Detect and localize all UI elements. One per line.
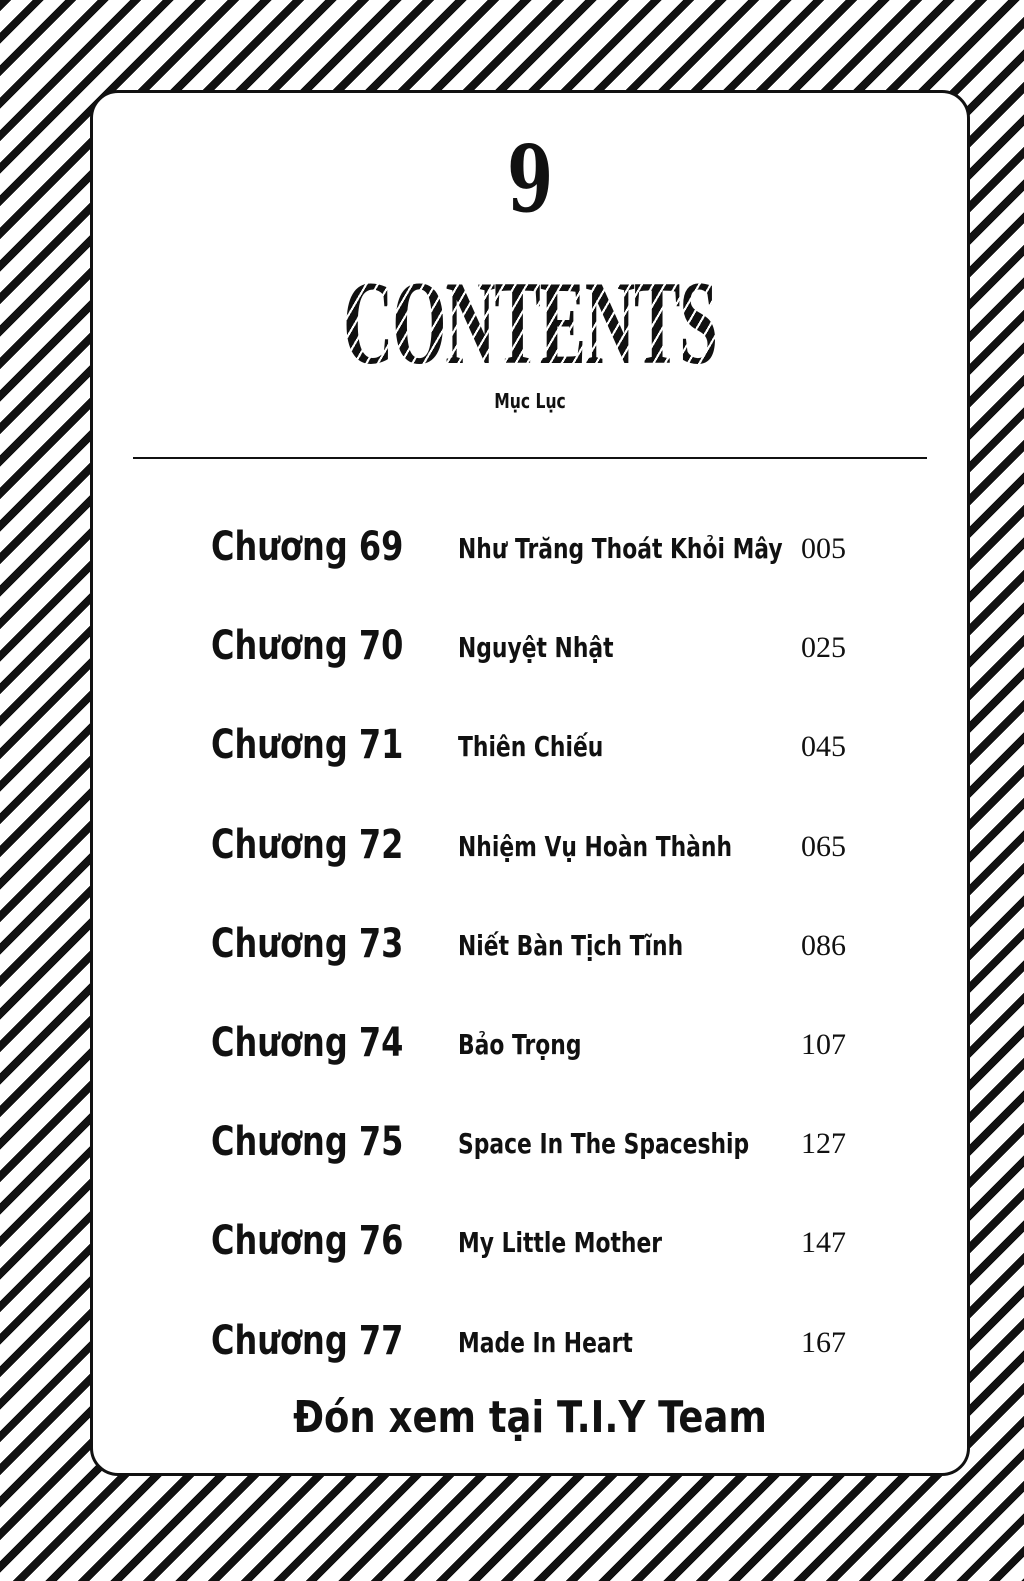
- chapter-label: Chương 73: [211, 920, 404, 967]
- chapter-title: Space In The Spaceship: [458, 1127, 750, 1161]
- volume-number: 9: [506, 125, 554, 233]
- page-number: 107: [801, 1027, 846, 1061]
- toc-entry-74[interactable]: [93, 1009, 967, 1108]
- chapter-title: Nguyệt Nhật: [458, 631, 614, 665]
- chapter-label: Chương 69: [211, 524, 404, 570]
- chapter-title: Nhiệm Vụ Hoàn Thành: [458, 829, 732, 863]
- chapter-label: Chương 76: [211, 1218, 404, 1265]
- divider: [133, 457, 927, 459]
- chapter-label: Chương 74: [211, 1019, 404, 1066]
- chapter-label: Chương 75: [211, 1119, 404, 1166]
- chapter-title: Bảo Trọng: [458, 1027, 582, 1061]
- page-number: 147: [801, 1226, 846, 1260]
- chapter-label: Chương 72: [211, 821, 404, 868]
- toc-entry-73[interactable]: [93, 910, 967, 1009]
- toc-entry-69[interactable]: [93, 513, 967, 612]
- page-number: 065: [801, 829, 846, 863]
- chapter-title: Như Trăng Thoát Khỏi Mây: [458, 532, 783, 565]
- page-number: 127: [801, 1127, 846, 1161]
- page-number: 025: [801, 631, 846, 665]
- chapter-title: Made In Heart: [458, 1325, 633, 1359]
- toc-entry-75[interactable]: [93, 1108, 967, 1207]
- chapter-title: My Little Mother: [458, 1226, 663, 1260]
- toc-entry-76[interactable]: [93, 1207, 967, 1306]
- page-number: 086: [801, 928, 846, 962]
- chapter-label: Chương 71: [211, 722, 404, 769]
- page-number: 005: [801, 532, 846, 565]
- chapter-label: Chương 77: [211, 1317, 404, 1364]
- chapter-title: Thiên Chiếu: [458, 730, 604, 764]
- contents-panel: [90, 90, 970, 1476]
- toc-entry-72[interactable]: [93, 811, 967, 910]
- chapter-title: Niết Bàn Tịch Tĩnh: [458, 928, 684, 962]
- contents-title: CONTENTS: [277, 263, 784, 383]
- chapter-label: Chương 70: [211, 623, 404, 670]
- contents-subtitle: Mục Lục: [494, 389, 566, 413]
- toc-entry-71[interactable]: [93, 711, 967, 810]
- page-number: 045: [801, 730, 846, 764]
- toc-entry-70[interactable]: [93, 612, 967, 711]
- page-number: 167: [801, 1325, 846, 1359]
- toc-entry-77[interactable]: [93, 1307, 967, 1406]
- toc-list: [93, 513, 967, 1406]
- footer-credit: Đón xem tại T.I.Y Team: [293, 1392, 767, 1443]
